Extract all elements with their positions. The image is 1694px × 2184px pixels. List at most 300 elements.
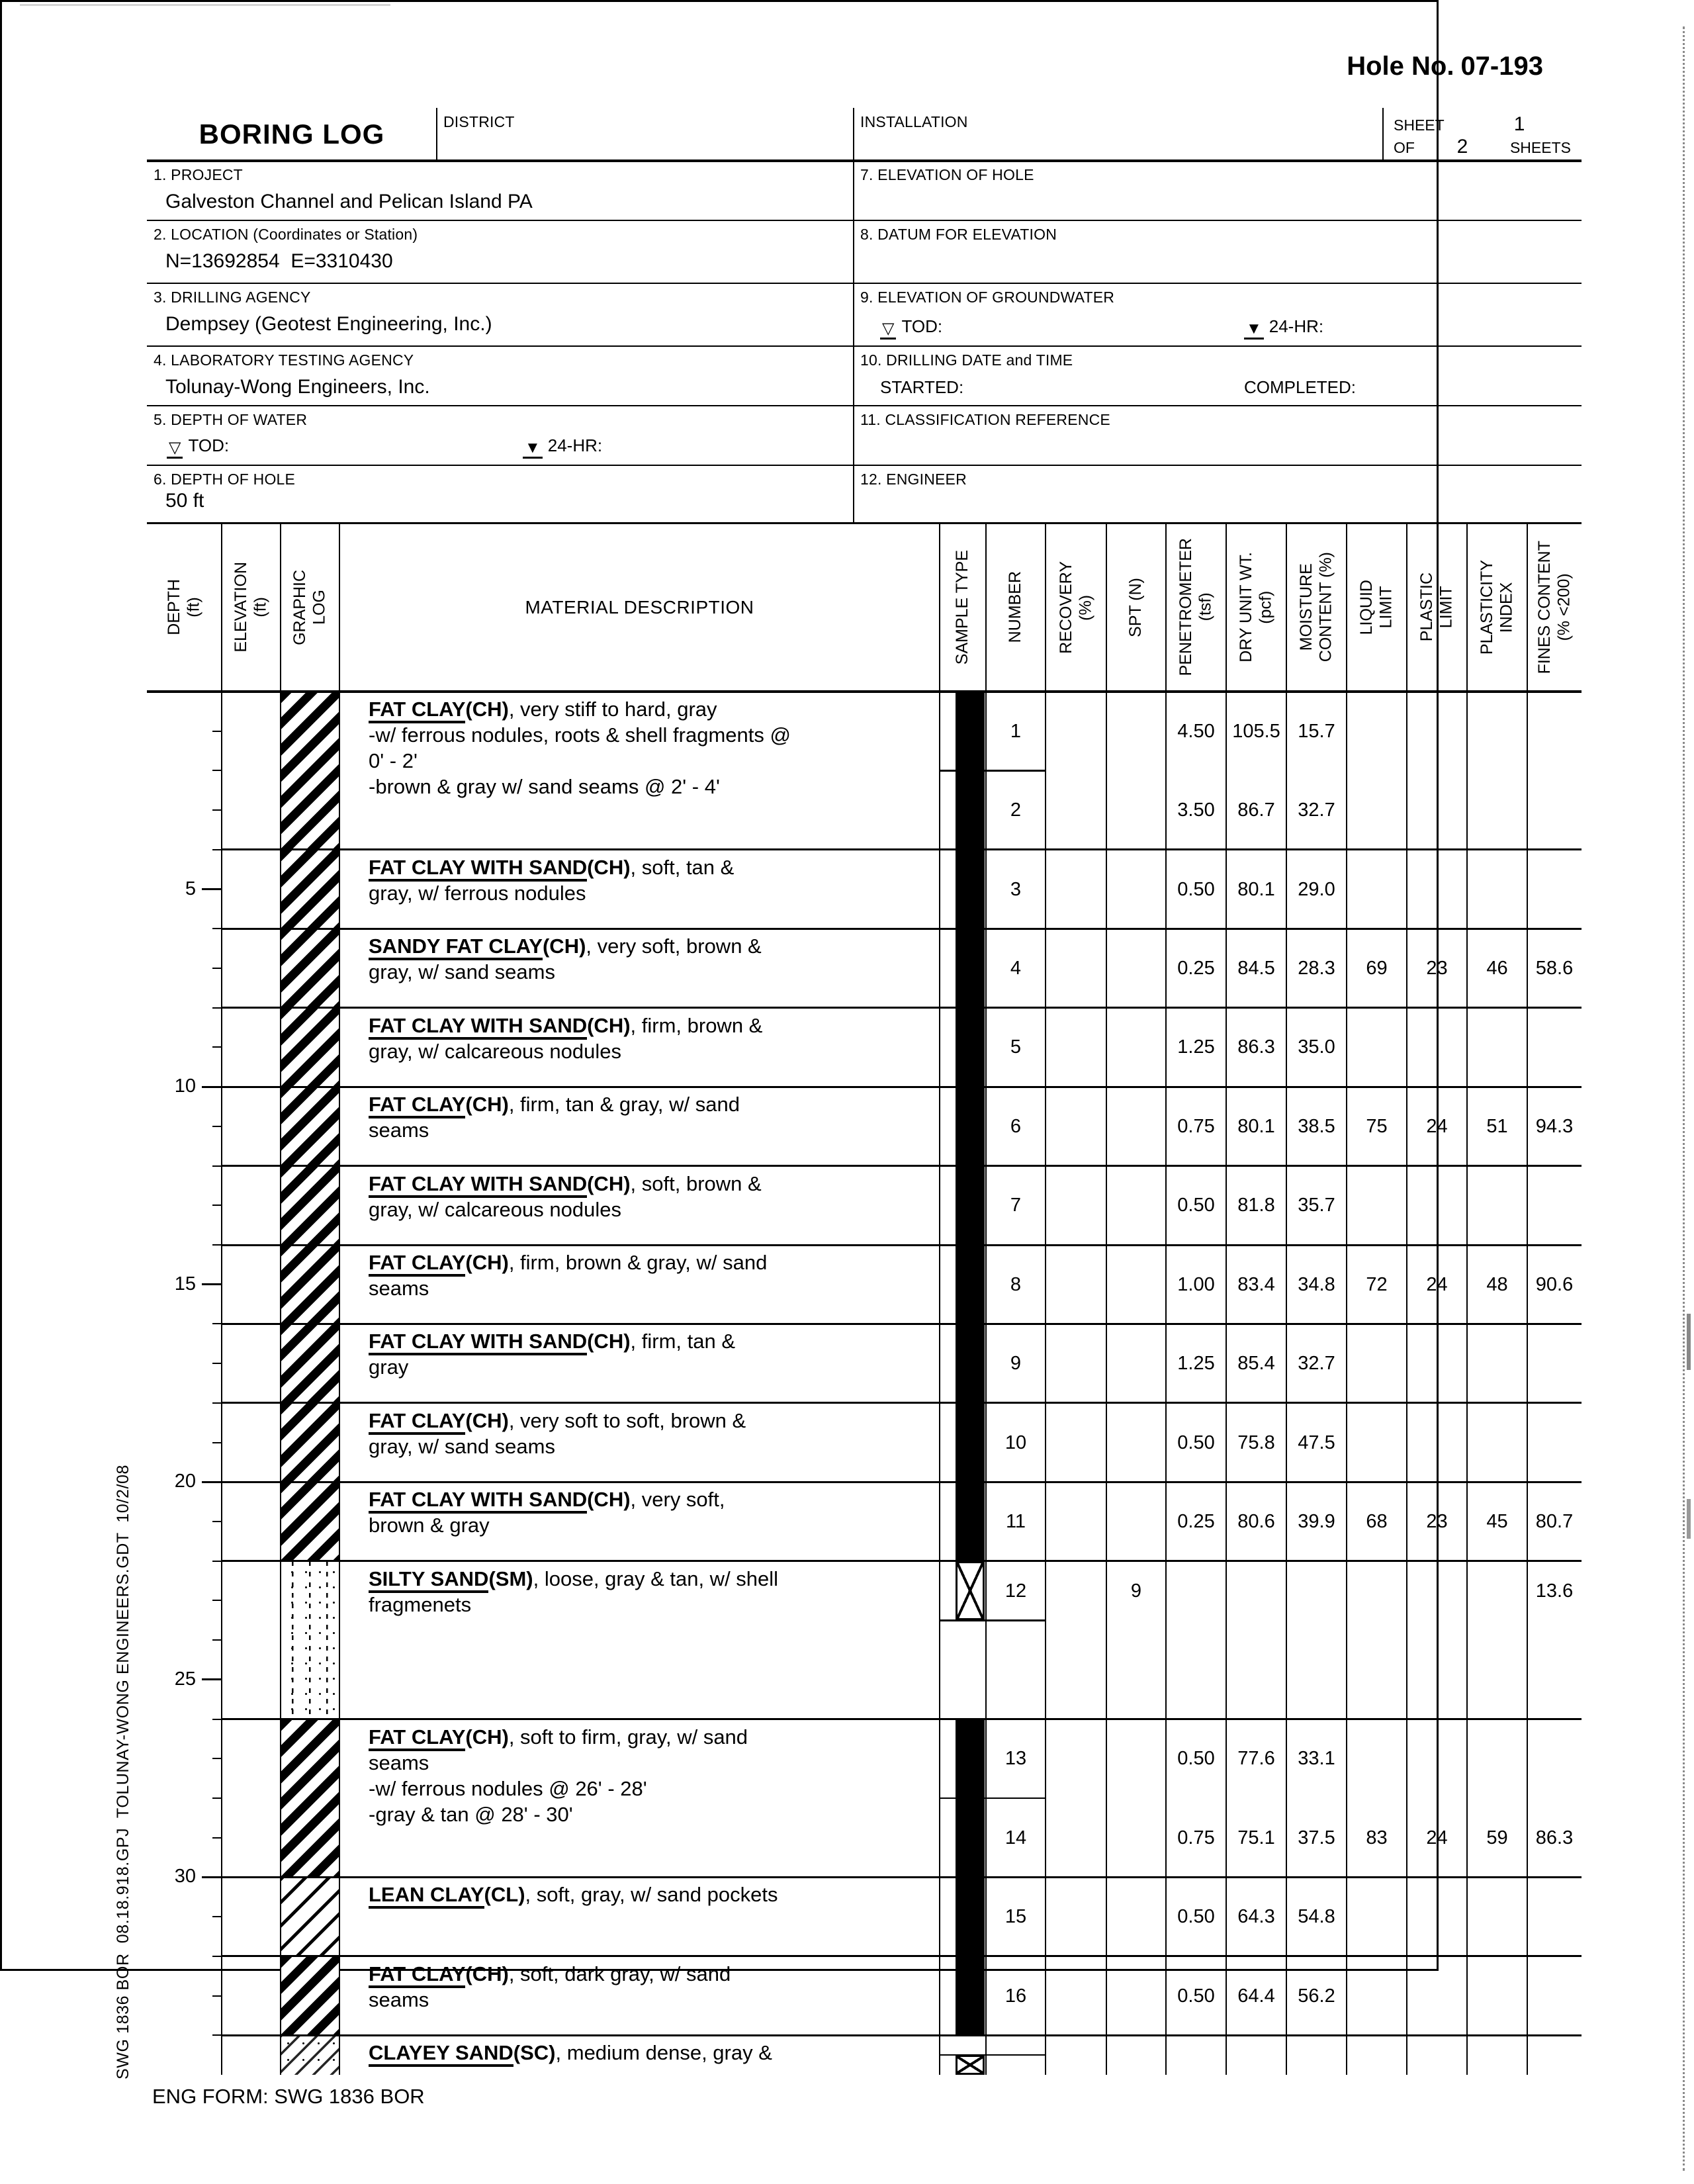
sample-number: 12	[1004, 1580, 1027, 1602]
sample-fines-value: 80.7	[1535, 1511, 1574, 1532]
sample-pl-value: 24	[1426, 1273, 1448, 1295]
depth-major-tick	[202, 1678, 222, 1680]
material-description-line: gray, w/ sand seams	[369, 1434, 555, 1458]
soil-consistency-text: , soft, tan &	[630, 855, 735, 879]
groundwater-label: 9. ELEVATION OF GROUNDWATER	[860, 289, 1115, 306]
soil-consistency-text: , soft to firm, gray, w/ sand	[508, 1725, 748, 1749]
graphic-log-ch-pattern	[281, 1956, 339, 2035]
sample-dry-value: 84.5	[1237, 958, 1275, 979]
lab-agency-label: 4. LABORATORY TESTING AGENCY	[154, 351, 414, 369]
uscs-symbol: (CH)	[587, 1330, 631, 1353]
tube-sample-bar	[956, 1008, 985, 1087]
drilling-agency-field	[147, 283, 318, 312]
sample-pen-value: 1.25	[1177, 1036, 1215, 1058]
sample-pi-value: 48	[1486, 1273, 1508, 1295]
depth-water-24hr-label: 24-HR:	[547, 435, 603, 455]
scan-artifact	[1687, 1499, 1691, 1539]
graphic-log-ch-pattern	[281, 1008, 339, 1087]
sheet-number: 1	[1513, 113, 1525, 135]
soil-name: CLAYEY SAND	[369, 2041, 513, 2067]
sample-moist-value: 34.8	[1298, 1273, 1335, 1295]
sample-number: 13	[1004, 1748, 1027, 1770]
depth-major-tick	[202, 1283, 222, 1285]
material-description	[369, 1961, 929, 2013]
tube-sample-bar	[956, 1719, 985, 1798]
sample-pen-value: 3.50	[1177, 799, 1215, 821]
file-info-sidebar-text: SWG 1836 BOR 08.18.918.GPJ TOLUNAY-WONG ENGINEERS.GDT 10/2/08	[114, 1464, 132, 2079]
column-header-label: ELEVATION (ft)	[232, 562, 270, 653]
depth-minor-tick	[212, 1561, 222, 1562]
drilling-agency-value: Dempsey (Geotest Engineering, Inc.)	[165, 313, 492, 335]
column-line	[1165, 523, 1167, 2075]
depth-minor-tick	[212, 1837, 222, 1839]
lab-agency-value: Tolunay-Wong Engineers, Inc.	[165, 376, 430, 398]
column-line	[221, 523, 222, 2075]
depth-of-hole-value: 50 ft	[165, 490, 204, 512]
sample-moist-value: 32.7	[1298, 799, 1335, 821]
column-line	[280, 523, 281, 2075]
split-spoon-sample-icon	[956, 2055, 985, 2075]
sample-moist-value: 35.0	[1298, 1036, 1335, 1058]
layer-boundary-line	[222, 1718, 1582, 1720]
depth-minor-tick	[212, 1323, 222, 1324]
sample-moist-value: 47.5	[1298, 1432, 1335, 1453]
depth-label: 5	[185, 878, 196, 899]
depth-minor-tick	[212, 968, 222, 969]
header-row-line	[147, 345, 1582, 347]
depth-minor-tick	[212, 1363, 222, 1364]
drill-completed: COMPLETED:	[1244, 377, 1357, 397]
sample-number: 2	[1010, 799, 1022, 821]
graphic-log-ch-pattern	[281, 850, 339, 929]
soil-consistency-text: , very soft, brown &	[586, 934, 762, 958]
sample-pen-value: 0.50	[1177, 878, 1215, 900]
sample-pen-value: 0.50	[1177, 1195, 1215, 1216]
sample-dry-value: 64.4	[1237, 1985, 1275, 2007]
material-title-line	[369, 1882, 929, 1907]
sample-pl-value: 24	[1426, 1115, 1448, 1137]
depth-major-tick	[202, 1876, 222, 1878]
depth-minor-tick	[212, 1956, 222, 1957]
soil-name: SANDY FAT CLAY	[369, 934, 543, 960]
sample-fines-value: 90.6	[1535, 1273, 1574, 1295]
engineer-field	[854, 465, 973, 494]
water-level-filled-icon: ▼	[1244, 320, 1264, 340]
column-header-label: DRY UNIT WT. (pcf)	[1237, 552, 1275, 662]
soil-consistency-text: , very soft to soft, brown &	[508, 1408, 746, 1432]
tube-sample-bar	[956, 1798, 985, 1877]
elevation-of-hole-label: 7. ELEVATION OF HOLE	[860, 166, 1034, 183]
layer-boundary-line	[222, 1086, 1582, 1088]
uscs-symbol: (SM)	[488, 1567, 533, 1590]
graphic-log-ch-pattern	[281, 1719, 339, 1878]
sample-pen-value: 1.25	[1177, 1353, 1215, 1375]
column-header-label: LIQUID LIMIT	[1357, 579, 1396, 635]
column-line	[1346, 523, 1347, 2075]
drill-started: STARTED:	[880, 377, 964, 397]
column-header-pi	[1467, 525, 1527, 689]
material-description-line: seams	[369, 1118, 429, 1142]
tube-sample-bar	[956, 1956, 985, 2035]
material-description-line: gray, w/ sand seams	[369, 960, 555, 984]
scan-artifact	[20, 4, 390, 6]
graphic-log-ch-pattern	[281, 692, 339, 850]
column-header-desc: MATERIAL DESCRIPTION	[525, 596, 754, 617]
material-description-line: gray, w/ calcareous nodules	[369, 1039, 621, 1063]
column-header-label: PLASTIC LIMIT	[1417, 572, 1456, 642]
sample-number: 5	[1010, 1036, 1022, 1058]
sample-dry-value: 83.4	[1237, 1273, 1275, 1295]
district-label: DISTRICT	[443, 113, 515, 130]
column-header-ll	[1347, 525, 1407, 689]
material-description	[369, 1091, 929, 1143]
sample-pl-value: 24	[1426, 1827, 1448, 1848]
depth-major-tick	[202, 1481, 222, 1483]
sample-pen-value: 0.75	[1177, 1827, 1215, 1848]
tube-sample-bar	[956, 1245, 985, 1324]
material-description	[369, 1486, 929, 1538]
depth-minor-tick	[212, 849, 222, 850]
sample-moist-value: 37.5	[1298, 1827, 1335, 1848]
elevation-of-hole-field	[854, 161, 1041, 189]
material-title-line	[369, 1013, 929, 1038]
soil-name: FAT CLAY WITH SAND	[369, 1172, 587, 1198]
column-header-moist	[1286, 525, 1347, 689]
depth-minor-tick	[212, 2034, 222, 2036]
uscs-symbol: (CH)	[587, 1488, 631, 1512]
graphic-log-ch-pattern	[281, 1482, 339, 1561]
material-title-line	[369, 933, 929, 959]
location-label: 2. LOCATION (Coordinates or Station)	[154, 226, 418, 243]
sample-moist-value: 33.1	[1298, 1748, 1335, 1770]
district-cell	[437, 108, 854, 161]
sample-pen-value: 0.50	[1177, 1748, 1215, 1770]
material-description	[369, 696, 929, 799]
soil-name: SILTY SAND	[369, 1567, 488, 1593]
header-cell-line	[436, 108, 437, 161]
material-description-line: seams	[369, 1987, 429, 2011]
sample-number: 10	[1004, 1432, 1027, 1453]
soil-name: FAT CLAY	[369, 1725, 465, 1751]
material-description	[369, 2040, 929, 2066]
installation-cell	[854, 108, 1383, 161]
depth-minor-tick	[212, 809, 222, 811]
sample-moist-value: 54.8	[1298, 1906, 1335, 1928]
sample-ll-value: 75	[1366, 1115, 1388, 1137]
soil-name: FAT CLAY	[369, 1962, 465, 1988]
sample-moist-value: 15.7	[1298, 720, 1335, 742]
layer-boundary-line	[222, 1244, 1582, 1246]
depth-minor-tick	[212, 1126, 222, 1127]
sample-number: 16	[1004, 1985, 1027, 2007]
depth-minor-tick	[212, 770, 222, 771]
column-header-stype	[940, 525, 986, 689]
uscs-symbol: (CH)	[587, 1013, 631, 1037]
sample-dry-value: 75.1	[1237, 1827, 1275, 1848]
classification-field	[854, 406, 1117, 434]
form-title: BORING LOG	[199, 118, 385, 150]
sample-pen-value: 0.50	[1177, 1432, 1215, 1453]
installation-label: INSTALLATION	[860, 113, 968, 130]
tube-sample-bar	[956, 692, 985, 770]
layer-boundary-line	[222, 1007, 1582, 1009]
layer-boundary-line	[222, 1323, 1582, 1325]
sample-pen-value: 0.25	[1177, 1511, 1215, 1532]
sheet-cell	[1383, 108, 1582, 161]
sample-dry-value: 86.7	[1237, 799, 1275, 821]
datum-label: 8. DATUM FOR ELEVATION	[860, 226, 1057, 243]
material-description-line: gray, w/ ferrous nodules	[369, 881, 586, 905]
column-header-depth	[147, 525, 222, 689]
depth-label: 20	[174, 1471, 196, 1492]
material-title-line	[369, 1724, 929, 1750]
material-description	[369, 854, 929, 906]
column-header-pen	[1166, 525, 1226, 689]
material-description	[369, 1250, 929, 1301]
column-header-label: NUMBER	[1006, 571, 1025, 643]
material-description-line: fragmenets	[369, 1592, 472, 1616]
material-title-line	[369, 2040, 929, 2066]
column-line	[985, 523, 987, 2075]
column-header-num	[986, 525, 1046, 689]
column-line	[1045, 523, 1046, 2075]
uscs-symbol: (CH)	[542, 934, 586, 958]
sample-ll-value: 69	[1366, 958, 1388, 979]
sample-dry-value: 80.1	[1237, 1115, 1275, 1137]
soil-consistency-text: , firm, brown &	[630, 1013, 763, 1037]
depth-minor-tick	[212, 1797, 222, 1799]
depth-minor-tick	[212, 1719, 222, 1720]
soil-consistency-text: , firm, tan & gray, w/ sand	[508, 1093, 740, 1116]
material-description	[369, 1013, 929, 1064]
groundwater-tod	[880, 316, 962, 340]
tube-sample-bar	[956, 1482, 985, 1561]
groundwater-tod-label: TOD:	[901, 316, 943, 336]
column-line	[1466, 523, 1468, 2075]
depth-label: 25	[174, 1668, 196, 1690]
sample-fines-value: 94.3	[1535, 1115, 1574, 1137]
split-spoon-sample-icon	[956, 1561, 985, 1621]
sample-number: 7	[1010, 1195, 1022, 1216]
uscs-symbol: (CH)	[465, 1725, 509, 1749]
sample-number: 11	[1005, 1511, 1026, 1532]
layer-boundary-line	[222, 1955, 1582, 1957]
tube-sample-bar	[956, 929, 985, 1007]
material-description-line: gray	[369, 1355, 409, 1379]
sample-number: 9	[1010, 1353, 1022, 1375]
material-description	[369, 1882, 929, 1907]
tube-sample-bar	[956, 1324, 985, 1402]
uscs-symbol: (CH)	[465, 1962, 509, 1985]
material-description-line: gray, w/ calcareous nodules	[369, 1197, 621, 1221]
soil-name: FAT CLAY WITH SAND	[369, 1330, 587, 1355]
sample-number: 3	[1010, 878, 1022, 900]
sample-pen-value: 4.50	[1177, 720, 1215, 742]
drill-datetime-field	[854, 346, 1079, 375]
graphic-log-ch-pattern	[281, 1245, 339, 1324]
uscs-symbol: (CH)	[465, 698, 509, 721]
graphic-log-sm-pattern	[281, 1561, 339, 1719]
depth-minor-tick	[212, 1046, 222, 1048]
sample-pen-value: 0.50	[1177, 1906, 1215, 1928]
depth-minor-tick	[212, 1442, 222, 1443]
soil-consistency-text: , soft, brown &	[630, 1171, 762, 1195]
material-title-line	[369, 854, 929, 880]
material-title-line	[369, 1486, 929, 1512]
classification-label: 11. CLASSIFICATION REFERENCE	[860, 411, 1110, 428]
hole-number	[1340, 52, 1543, 81]
drilling-agency-label: 3. DRILLING AGENCY	[154, 289, 311, 306]
sample-moist-value: 29.0	[1298, 878, 1335, 900]
engineer-label: 12. ENGINEER	[860, 471, 967, 488]
layer-boundary-line	[222, 1481, 1582, 1483]
column-header-label: FINES CONTENT (% <200)	[1535, 540, 1573, 674]
sample-dry-value: 80.6	[1237, 1511, 1275, 1532]
column-line	[1406, 523, 1407, 2075]
project-label: 1. PROJECT	[154, 166, 243, 183]
soil-name: FAT CLAY WITH SAND	[369, 1488, 587, 1514]
sample-moist-value: 56.2	[1298, 1985, 1335, 2007]
material-title-line	[369, 696, 929, 722]
soil-consistency-text: , soft, gray, w/ sand pockets	[525, 1883, 778, 1907]
sample-fines-value: 86.3	[1535, 1827, 1574, 1848]
hole-number-value: 07-193	[1460, 52, 1543, 81]
column-header-rec	[1046, 525, 1106, 689]
graphic-log-ch-pattern	[281, 1403, 339, 1482]
depth-minor-tick	[212, 1600, 222, 1601]
sample-dry-value: 86.3	[1237, 1036, 1275, 1058]
graphic-log-cl-pattern	[281, 1877, 339, 1956]
form-title-cell	[147, 108, 437, 161]
sample-dry-value: 77.6	[1237, 1748, 1275, 1770]
soil-name: FAT CLAY	[369, 698, 465, 723]
layer-boundary-line	[222, 1876, 1582, 1878]
depth-minor-tick	[212, 1402, 222, 1404]
column-header-label: PENETROMETER (tsf)	[1177, 538, 1215, 676]
sample-moist-value: 28.3	[1298, 958, 1335, 979]
sheet-label: SHEET	[1394, 116, 1445, 134]
water-level-open-icon: ▽	[880, 320, 896, 340]
header-row-line	[147, 159, 1582, 162]
material-title-line	[369, 1171, 929, 1197]
scan-page-edge	[1683, 26, 1685, 2171]
project-field	[147, 161, 249, 189]
tube-sample-bar	[956, 1166, 985, 1245]
material-description-line: brown & gray	[369, 1514, 490, 1537]
column-header-label: DEPTH (ft)	[165, 579, 203, 635]
datum-field	[854, 220, 1063, 249]
header-row-line	[147, 465, 1582, 467]
column-header-fines	[1527, 525, 1582, 689]
depth-minor-tick	[212, 1995, 222, 1997]
sample-number: 1	[1010, 720, 1022, 742]
sample-moist-value: 38.5	[1298, 1115, 1335, 1137]
column-header-label: SAMPLE TYPE	[953, 549, 972, 665]
uscs-symbol: (CH)	[465, 1093, 509, 1116]
graphic-log-ch-pattern	[281, 1166, 339, 1245]
sample-pi-value: 59	[1486, 1827, 1508, 1848]
soil-name: FAT CLAY WITH SAND	[369, 1014, 587, 1040]
soil-name: FAT CLAY	[369, 1093, 465, 1118]
sample-pl-value: 23	[1426, 1511, 1448, 1532]
column-header-label: PLASTICITY INDEX	[1478, 559, 1516, 655]
material-description-line: -gray & tan @ 28' - 30'	[369, 1802, 573, 1826]
depth-label: 10	[174, 1075, 196, 1097]
sample-fines-value: 13.6	[1535, 1580, 1574, 1602]
soil-consistency-text: , very stiff to hard, gray	[508, 698, 717, 721]
material-title-line	[369, 1328, 929, 1354]
depth-of-water-field	[147, 406, 314, 434]
depth-minor-tick	[212, 1244, 222, 1246]
sample-number: 15	[1004, 1906, 1027, 1928]
soil-name: FAT CLAY	[369, 1251, 465, 1277]
sample-ll-value: 72	[1366, 1273, 1388, 1295]
sample-number: 14	[1004, 1827, 1027, 1848]
material-description	[369, 933, 929, 985]
layer-boundary-line	[222, 1165, 1582, 1167]
depth-minor-tick	[212, 1007, 222, 1009]
graphic-log-ch-pattern	[281, 1087, 339, 1165]
soil-name: FAT CLAY	[369, 1409, 465, 1435]
column-header-graphic	[281, 525, 339, 689]
soil-consistency-text: , very soft,	[630, 1488, 725, 1512]
sample-dry-value: 105.5	[1232, 720, 1280, 742]
lab-agency-field	[147, 346, 420, 375]
material-description-line: seams	[369, 1277, 429, 1300]
graphic-log-sc-pattern	[281, 2035, 339, 2075]
location-field	[147, 220, 424, 249]
column-header-label: RECOVERY (%)	[1056, 561, 1094, 654]
depth-water-tod	[167, 435, 249, 459]
sheet-row	[1394, 113, 1571, 136]
depth-minor-tick	[212, 928, 222, 929]
header-cell-line	[853, 108, 854, 161]
form-number-footer: ENG FORM: SWG 1836 BOR	[152, 2085, 425, 2108]
material-description-line: -w/ ferrous nodules, roots & shell fragments @	[369, 723, 791, 747]
depth-water-24hr	[523, 435, 622, 459]
sample-number: 4	[1010, 958, 1022, 979]
soil-consistency-text: , soft, dark gray, w/ sand	[508, 1962, 731, 1985]
column-line	[939, 523, 940, 2075]
column-header-label: MOISTURE CONTENT (%)	[1297, 552, 1335, 662]
material-description	[369, 1408, 929, 1459]
water-level-filled-icon: ▼	[523, 439, 543, 459]
groundwater-field	[854, 283, 1121, 312]
uscs-symbol: (CH)	[465, 1408, 509, 1432]
project-value: Galveston Channel and Pelican Island PA	[165, 191, 533, 212]
tube-sample-bar	[956, 1087, 985, 1165]
soil-name: FAT CLAY WITH SAND	[369, 856, 587, 882]
soil-consistency-text: , firm, brown & gray, w/ sand	[508, 1251, 768, 1274]
layer-boundary-line	[222, 848, 1582, 850]
sample-pen-value: 0.75	[1177, 1115, 1215, 1137]
column-header-label: SPT (N)	[1126, 577, 1145, 637]
uscs-symbol: (CH)	[465, 1251, 509, 1274]
layer-boundary-line	[222, 1402, 1582, 1404]
sample-dry-value: 75.8	[1237, 1432, 1275, 1453]
sample-fines-value: 58.6	[1535, 958, 1574, 979]
of-label: OF	[1394, 139, 1415, 156]
layer-boundary-line	[222, 1560, 1582, 1562]
water-level-open-icon: ▽	[167, 439, 183, 459]
material-description-line: seams	[369, 1751, 429, 1774]
material-description	[369, 1328, 929, 1380]
column-line	[1286, 523, 1287, 2075]
header-divider-line	[853, 161, 854, 523]
layer-boundary-line	[222, 2034, 1582, 2036]
depth-minor-tick	[212, 1758, 222, 1759]
sheets-total: 2	[1456, 136, 1468, 158]
